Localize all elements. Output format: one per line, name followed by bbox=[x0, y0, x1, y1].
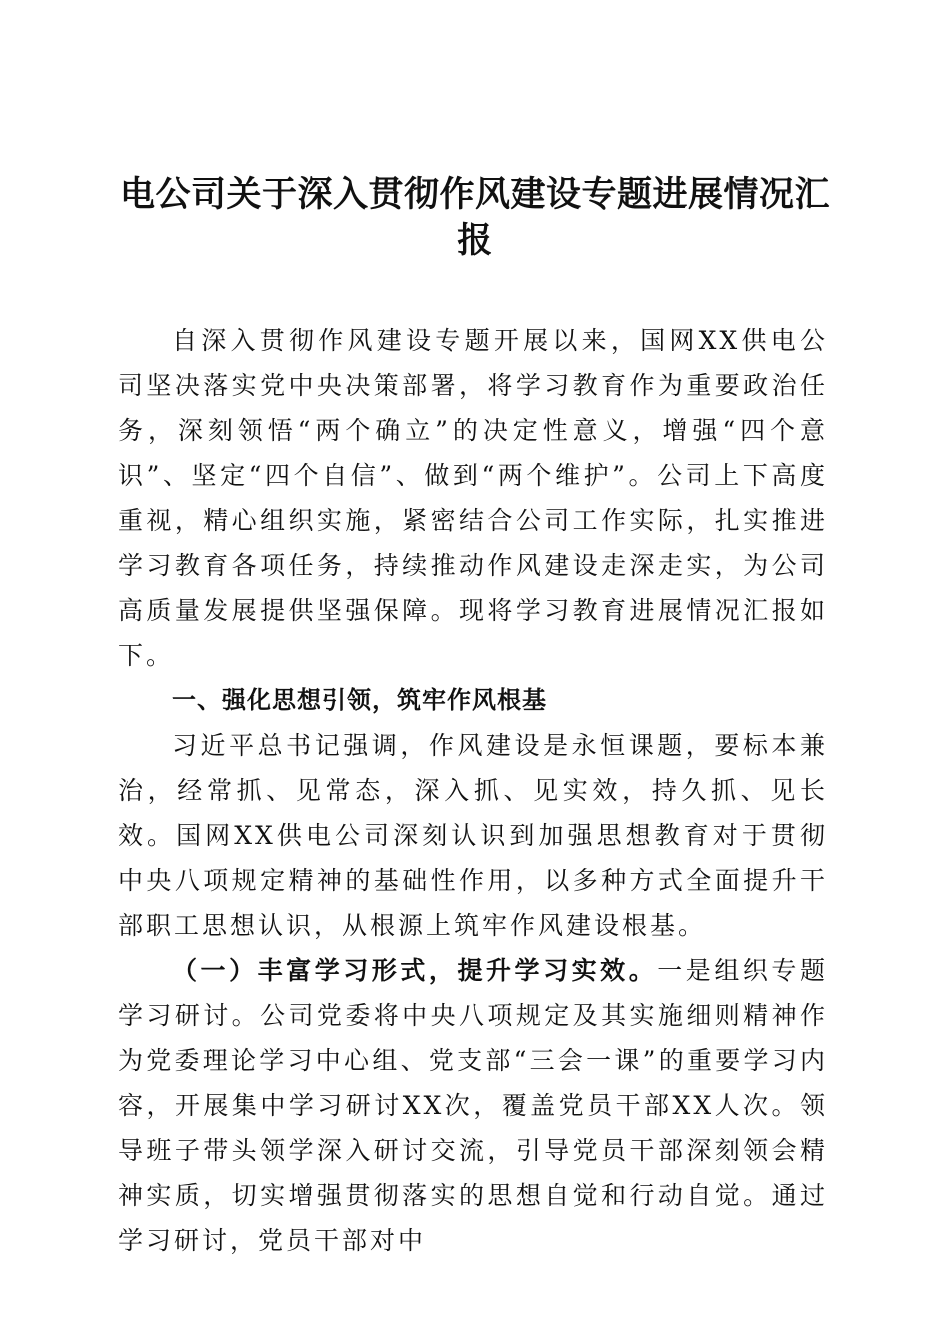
section-one-paragraph: 习近平总书记强调，作风建设是永恒课题，要标本兼治，经常抓、见常态，深入抓、见实效，持久抓、见长效。国网XX供电公司深刻认识到加强思想教育对于贯彻中央八项规定精神的基础性作用，以多种方式全面提升干部职工思想认识，从根源上筑牢作风建设根基。 bbox=[118, 731, 828, 940]
intro-paragraph: 自深入贯彻作风建设专题开展以来，国网XX供电公司坚决落实党中央决策部署，将学习教育作为重要政治任务，深刻领悟“两个确立”的决定性意义，增强“四个意识”、坚定“四个自信”、做到“两个维护”。公司上下高度重视，精心组织实施，紧密结合公司工作实际，扎实推进学习教育各项任务，持续推动作风建设走深走实，为公司高质量发展提供坚强保障。现将学习教育进展情况汇报如下。 bbox=[118, 326, 828, 670]
section-heading-one: 一、强化思想引领，筑牢作风根基 bbox=[172, 686, 547, 714]
subsection-one-paragraph bbox=[118, 948, 828, 1263]
document-body bbox=[118, 318, 828, 1263]
subsection-one-text: 一是组织专题学习研讨。公司党委将中央八项规定及其实施细则精神作为党委理论学习中心组、党支部“三会一课”的重要学习内容，开展集中学习研讨XX次，覆盖党员干部XX人次。领导班子带头领学深入研讨交流，引导党员干部深刻领会精神实质，切实增强贯彻落实的思想自觉和行动自觉。通过学习研讨，党员干部对中 bbox=[118, 956, 828, 1255]
document-title: 电公司关于深入贯彻作风建设专题进展情况汇报 bbox=[119, 174, 830, 261]
subsection-heading-one: （一）丰富学习形式，提升学习实效。 bbox=[172, 956, 658, 985]
